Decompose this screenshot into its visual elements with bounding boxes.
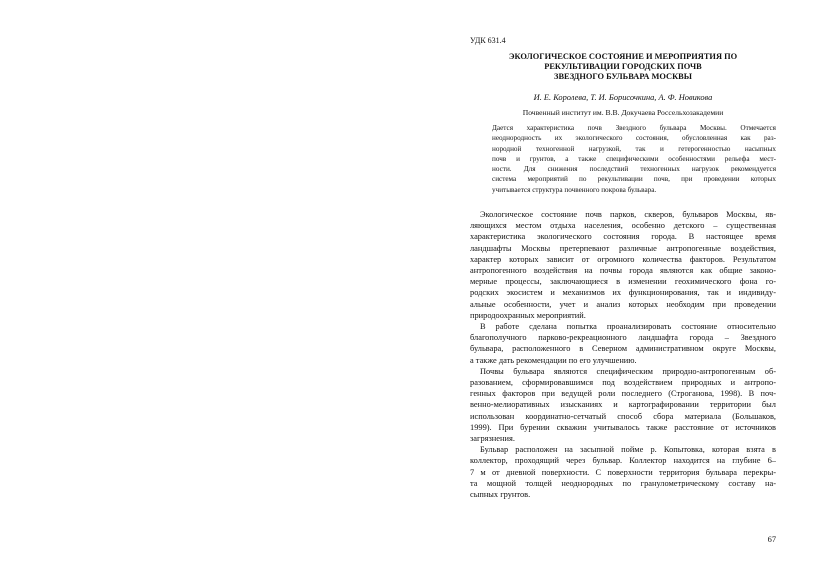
body-line: загрязнения. (470, 434, 515, 444)
title-line: ЭКОЛОГИЧЕСКОЕ СОСТОЯНИЕ И МЕРОПРИЯТИЯ ПО (508, 52, 738, 61)
title-line: РЕКУЛЬТИВАЦИИ ГОРОДСКИХ ПОЧВ (544, 62, 702, 71)
title-line: ЗВЕЗДНОГО БУЛЬВАРА МОСКВЫ (554, 72, 692, 81)
article-body (470, 209, 776, 500)
body-line: Экологическое состояние почв парков, скверов, бульваров Москвы, яв- (480, 210, 776, 219)
article-page (470, 36, 776, 566)
body-line: Почвы бульвара являются специфическим природно-антропогенным об- (480, 366, 776, 376)
body-line: природоохранных мероприятий. (470, 310, 586, 320)
body-line: генных факторов при ведущей роли последнего (Строганова, 1998). В поч- (470, 389, 776, 399)
paragraph (470, 366, 776, 444)
body-line: альные особенности, учет и анализ которых необходим при проведении (470, 299, 776, 309)
page-number: 67 (767, 535, 776, 544)
body-line: мерные процессы, заключающиеся в изменении геохимического фона го- (470, 277, 776, 287)
abstract-line: почв и грунтов, а также специфическими особенностями рельефа мест- (492, 154, 776, 163)
abstract-line: Дается характеристика почв Звездного бульвара Москвы. Отмечается (492, 124, 776, 132)
body-line: бульвара, расположенного в Северном административном округе Москвы, (470, 344, 776, 354)
abstract (492, 123, 776, 195)
abstract-line: учитывается структура почвенного покрова бульвара. (492, 185, 657, 194)
paragraph (470, 444, 776, 500)
authors: И. Е. Королева, Т. И. Борисочкина, А. Ф. Новикова (533, 93, 713, 102)
body-line: коллектор, проходящий через бульвар. Коллектор находится на глубине 6– (470, 456, 776, 466)
body-line: 1999). При бурении скважин учитывалось также расстояние от источников (470, 422, 776, 432)
body-line: благополучного парково-рекреационного ландшафта города – Звездного (470, 333, 776, 343)
body-line: использован координатно-сетчатый способ сбора материала (Большаков, (470, 411, 776, 421)
body-line: антропогенного воздействия на почвы города являются как общие законо- (470, 266, 776, 276)
body-line: характер которых зависит от огромного количества факторов. Результатом (470, 254, 776, 264)
body-line: венно-мелиоративных изысканиях и картографировании территории был (470, 400, 776, 410)
body-line: характеристика экологического состояния города. В настоящее время (470, 232, 776, 242)
abstract-line: ности. Для снижения последствий техногенных нагрузок рекомендуется (492, 165, 776, 174)
body-line: родских экосистем и механизмов их функционирования, так и индивиду- (470, 288, 776, 298)
abstract-line: неоднородность их экологического состояния, обусловленная как раз- (492, 134, 776, 143)
abstract-line: нородной техногенной нагрузкой, так и гетерогенностью насыпных (492, 144, 776, 153)
article-title (470, 52, 776, 82)
body-line: ляющихся местом отдыха населения, особенно детского – существенная (470, 221, 776, 231)
paragraph (470, 321, 776, 366)
institution: Почвенный институт им. В.В. Докучаева Россельхозакадемии (522, 108, 724, 117)
body-line: 7 м от дневной поверхности. С поверхности территория бульвара перекры- (470, 467, 776, 477)
body-line: В работе сделана попытка проанализировать состояние относительно (480, 322, 776, 332)
body-line: та мощной толщей неоднородных по гранулометрическому составу на- (470, 478, 776, 488)
body-line: разованием, сформировавшимся под воздействием природных и антропо- (470, 378, 776, 388)
body-line: сыпных грунтов. (470, 490, 531, 500)
body-line: Бульвар расположен на засыпной пойме р. Копытовка, которая взята в (480, 445, 776, 455)
abstract-line: система мероприятий по рекультивации почв, при проведении которых (492, 175, 776, 184)
body-line: а также дать рекомендации по его улучшению. (470, 355, 637, 365)
body-line: ландшафты Москвы претерпевают различные антропогенные воздействия, (470, 243, 776, 253)
paragraph (470, 209, 776, 321)
udk-code: УДК 631.4 (470, 36, 506, 45)
